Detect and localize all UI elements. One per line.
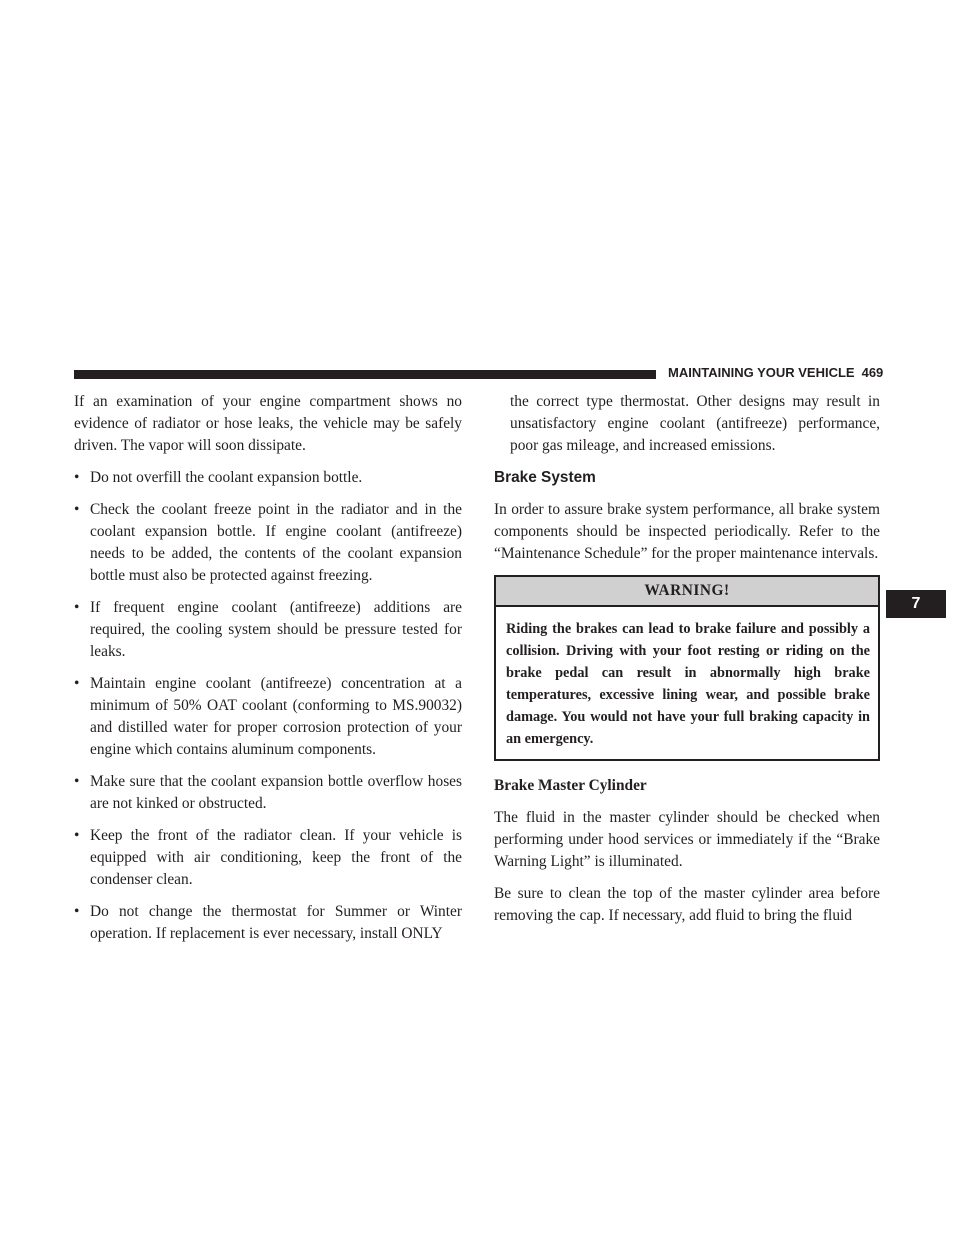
page-number: 469 <box>861 365 884 380</box>
chapter-tab: 7 <box>886 590 946 618</box>
bullet-item <box>74 901 462 945</box>
bullet-item <box>74 499 462 587</box>
bullet-item <box>74 673 462 761</box>
bullet-item <box>74 467 462 489</box>
bullet-text: Do not overfill the coolant expansion bottle. <box>90 469 363 486</box>
bullet-icon: • <box>74 599 80 616</box>
bullet-item <box>74 597 462 663</box>
section-title: MAINTAINING YOUR VEHICLE <box>668 365 855 380</box>
bullet-icon: • <box>74 827 80 844</box>
brake-system-paragraph: In order to assure brake system performance, all brake system components should be inspected periodically. Refer to the “Maintenance Schedule” for the proper maintenance intervals. <box>494 501 880 562</box>
warning-title: WARNING! <box>496 577 878 607</box>
master-cylinder-paragraph-1: The fluid in the master cylinder should be checked when performing under hood services or immediately if the “Brake Warning Light” is illuminated. <box>494 809 880 870</box>
bullet-text: Keep the front of the radiator clean. If your vehicle is equipped with air conditioning, keep the front of the condenser clean. <box>90 827 462 888</box>
bullet-item <box>74 825 462 891</box>
warning-text: Riding the brakes can lead to brake failure and possibly a collision. Driving with your foot resting or riding on the brake pedal can result in abnormally high brake temperatures, excessive lining wear, and possible brake damage. You would not have your full braking capacity in an emergency. <box>506 621 870 747</box>
bullet-text: Make sure that the coolant expansion bottle overflow hoses are not kinked or obstructed. <box>90 773 462 812</box>
bullet-icon: • <box>74 469 80 486</box>
bullet-text: If frequent engine coolant (antifreeze) additions are required, the cooling system should be pressure tested for leaks. <box>90 599 462 660</box>
bullet-continuation: the correct type thermostat. Other designs may result in unsatisfactory engine coolant (antifreeze) performance, poor gas mileage, and increased emissions. <box>510 393 880 454</box>
bullet-icon: • <box>74 501 80 518</box>
master-cylinder-paragraph-2: Be sure to clean the top of the master cylinder area before removing the cap. If necessary, add fluid to bring the fluid <box>494 885 880 924</box>
bullet-item <box>74 771 462 815</box>
right-column <box>494 391 880 937</box>
header-rule <box>74 370 656 379</box>
intro-paragraph: If an examination of your engine compartment shows no evidence of radiator or hose leaks, the vehicle may be safely driven. The vapor will soon dissipate. <box>74 393 462 454</box>
coolant-bullet-list <box>74 467 462 945</box>
warning-box <box>494 575 880 761</box>
bullet-text: Do not change the thermostat for Summer or Winter operation. If replacement is ever necessary, install ONLY <box>90 903 462 942</box>
page-header <box>668 363 884 383</box>
master-cylinder-heading: Brake Master Cylinder <box>494 777 647 794</box>
brake-system-heading: Brake System <box>494 469 596 486</box>
bullet-icon: • <box>74 675 80 692</box>
bullet-icon: • <box>74 773 80 790</box>
left-column <box>74 391 462 955</box>
bullet-text: Check the coolant freeze point in the radiator and in the coolant expansion bottle. If engine coolant (antifreeze) needs to be added, the contents of the coolant expansion bottle must also be protected against freezing. <box>90 501 462 584</box>
bullet-text: Maintain engine coolant (antifreeze) concentration at a minimum of 50% OAT coolant (conforming to MS.90032) and distilled water for proper corrosion protection of your engine which contains aluminum components. <box>90 675 462 758</box>
bullet-icon: • <box>74 903 80 920</box>
